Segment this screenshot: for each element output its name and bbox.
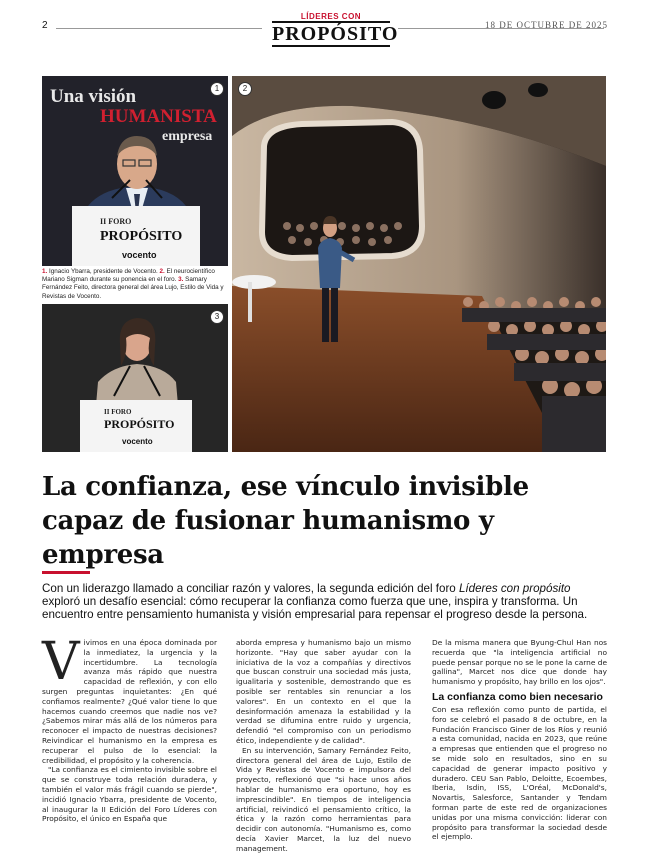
podium-text-2: PROPÓSITO [100, 229, 183, 244]
podium-text-1: II FORO [100, 217, 132, 226]
article-column-3 [432, 638, 607, 842]
page-number: 2 [42, 20, 48, 31]
logo-bottom-text: PROPÓSITO [272, 23, 399, 45]
caption-num-1: 1. [42, 268, 48, 275]
article-column-1 [42, 632, 217, 824]
caption-text-2: El neurocientífico Mariano Sigman durante su ponencia en el foro. [42, 268, 215, 284]
caption-num-3: 3. [178, 276, 184, 284]
photo-forum-auditorium [232, 76, 606, 452]
section-logo [272, 12, 399, 48]
podium-3-text-1: II FORO [104, 408, 132, 416]
photo-1-badge: 1 [210, 82, 224, 96]
drop-cap: V [42, 632, 80, 692]
caption-num-2: 2. [159, 268, 165, 275]
photo-1-illustration [42, 76, 228, 266]
caption-text-1: Ignacio Ybarra, presidente de Vocento. [47, 268, 160, 275]
podium-brand: vocento [122, 250, 157, 260]
column-1-paragraph-2: "La confianza es el cimiento invisible sobre el que se construye toda relación duradera, y también el valor más frágil cuando se pierde", incidió Ignacio Ybarra, presidente de Vocento, al inaugurar la II Edición del Foro Líderes con Propósito, el único en España que [42, 765, 217, 824]
photo-3-illustration [42, 304, 228, 452]
headline-accent-rule [42, 571, 90, 574]
podium-3-text-2: PROPÓSITO [104, 417, 175, 431]
backdrop-text-1: Una visión [50, 86, 137, 107]
header-rule-left [56, 28, 262, 29]
photo-caption [42, 268, 230, 301]
photo-3-badge: 3 [210, 310, 224, 324]
caption-text-3: Samary Fernández Feito, directora general del área Lujo, Estilo de Vida y Revistas de Vocento. [42, 276, 224, 300]
article-lead [42, 582, 608, 621]
article-subheading: La confianza como bien necesario [432, 690, 603, 703]
photo-ignacio-ybarra [42, 76, 228, 266]
backdrop-text-2: HUMANISTA [100, 106, 217, 127]
lead-forum-name: Líderes con propósito [458, 582, 571, 595]
lead-text-2: exploró un desafío esencial: cómo recuperar la confianza como fuerza que une, inspira y transforma. Un encuentro entre pensamiento humanista y visión empresarial para repensar el progreso desde la persona. [42, 595, 588, 621]
podium-3-brand: vocento [122, 437, 153, 446]
article-headline: La confianza, ese vínculo invisible capaz de fusionar humanismo y empresa [42, 472, 529, 570]
column-2-paragraph-1: aborda empresa y humanismo bajo un mismo horizonte. "Hay que saber ayudar con la iniciativa de la voz a compañías y directivos que buscan construir una sociedad más justa, igualitaria y sostenible, demostrando que es posible ser rentables sin renunciar a los valores". En un contexto en el que la desinformación amenaza la estabilidad y la verdad se difumina entre ruido y urgencia, defendió "el compromiso con un periodismo ético, independiente y de calidad". [236, 638, 411, 745]
logo-top-text: LÍDERES CON [300, 12, 362, 21]
article-column-2 [236, 638, 411, 854]
photo-samary-fernandez [42, 304, 228, 452]
column-1-paragraph-1: ivimos en una época dominada por la inmediatez, la urgencia y la incertidumbre. La tecnología avanza más rápido que nuestra capacidad de reflexión, y con ello surgen preguntas inquietantes: ¿En qué confiamos realmente? ¿Qué valor tiene lo que hacemos cuando creemos que nadie nos ve? ¿Sabemos mirar más allá de los números para reconocer el impacto de nuestras decisiones? Reivindicar el humanismo en la empresa es recuperar el pulso de lo esencial: la credibilidad, el propósito y la coherencia. [42, 638, 217, 765]
photo-2-illustration [232, 76, 606, 452]
photo-2-badge: 2 [238, 82, 252, 96]
column-3-paragraph-2: Con esa reflexión como punto de partida, el foro se celebró el pasado 8 de octubre, en la Fundación Francisco Giner de los Ríos y reunió a esta comunidad, nacida en 2023, que reúne a empresas que entienden que el progreso no se mide solo en resultados, sino en su capacidad de generar impacto positivo y duradero. CEU San Pablo, Deloitte, Ecoembes, Iberia, Isdin, ISS, L'Oréal, McDonald's, Novartis, Salesforce, Santander y Tendam forman parte de este red de organizaciones unidas por una misma convicción: liderar con propósito para transformar la sociedad desde el ejemplo. [432, 704, 607, 842]
backdrop-text-3: empresa [162, 129, 213, 144]
column-3-paragraph-1: De la misma manera que Byung-Chul Han nos recuerda que "la inteligencia artificial no puede pensar porque no se le pone la carne de gallina", Marcet nos dice que donde hay humanismo y propósito, hay brillo en los ojos". [432, 638, 607, 687]
column-2-paragraph-2: En su intervención, Samary Fernández Feito, directora general del área de Lujo, Estilo de Vida y Revistas de Vocento e impulsora del proyecto, reflexionó que "si hace unos años hablar de humanismo era oportuno, hoy es imprescindible". En tiempos de inteligencia artificial, reivindicó el pensamiento crítico, la ética y la razón como herramientas para decidir con autonomía. "Humanismo es, como decía Xavier Marcet, la luz del nuevo management. [236, 745, 411, 853]
lead-text-1: Con un liderazgo llamado a conciliar razón y valores, la segunda edición del foro [42, 582, 459, 595]
publication-date: 18 DE OCTUBRE DE 2025 [485, 20, 608, 30]
